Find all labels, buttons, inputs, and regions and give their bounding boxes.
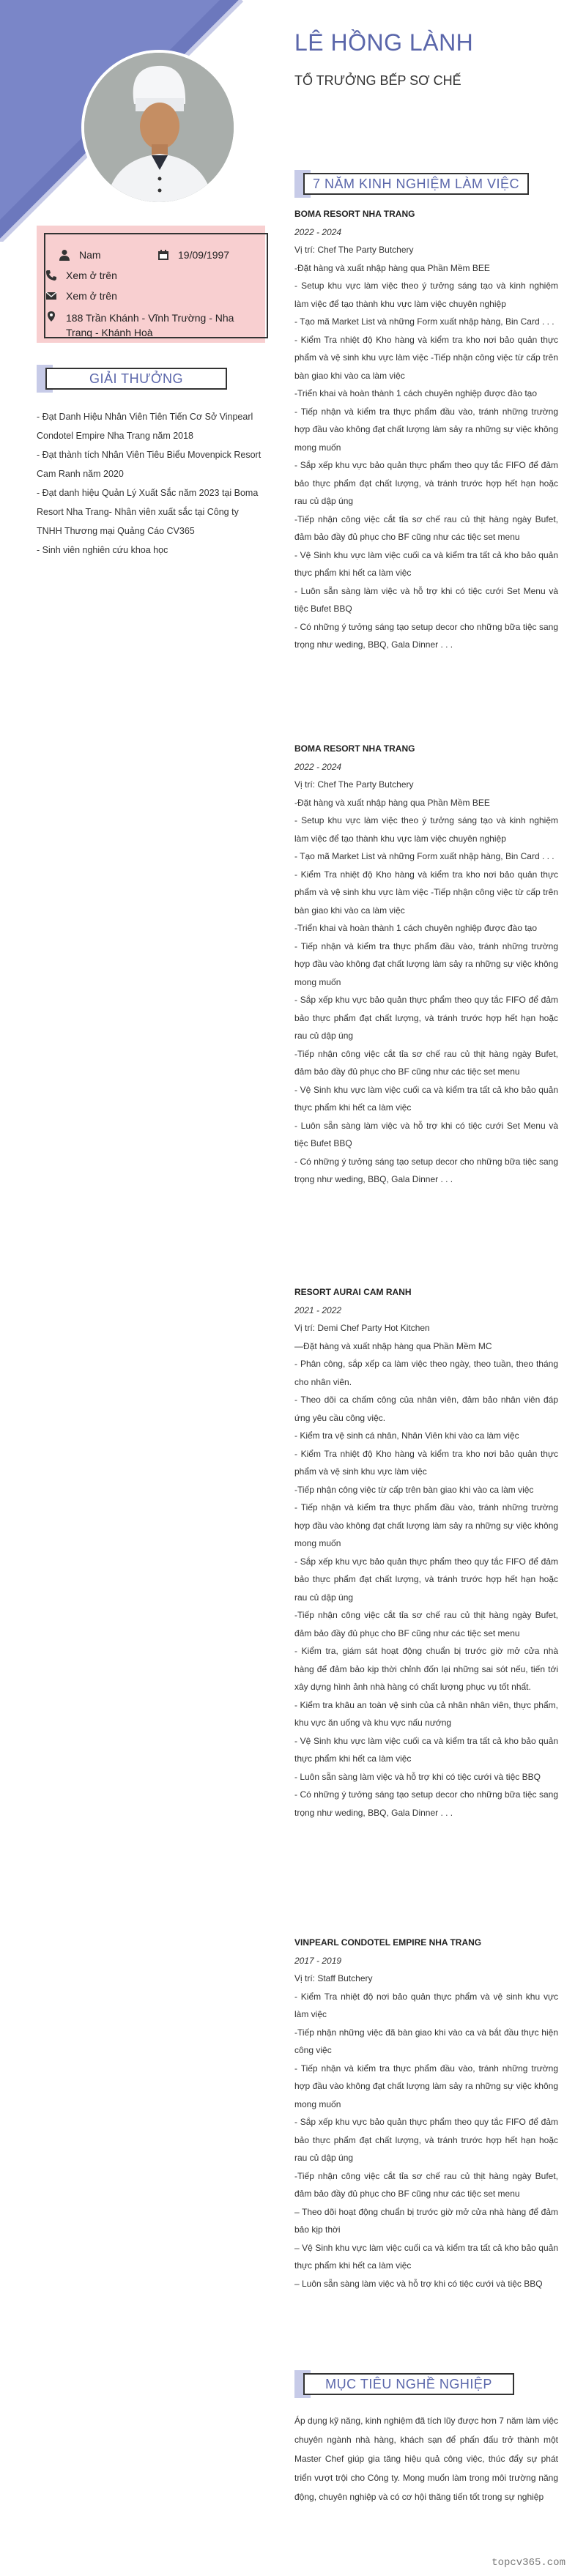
job-duty: -Đặt hàng và xuất nhập hàng qua Phần Mềm BEE (294, 797, 490, 808)
job-company: RESORT AURAI CAM RANH (294, 1287, 412, 1297)
job-duty: -Triển khai và hoàn thành 1 cách chuyên nghiệp được đào tạo (294, 923, 538, 933)
candidate-name: LÊ HỒNG LÀNH (294, 29, 474, 56)
job-duty: - Kiểm Tra nhiệt độ Kho hàng và kiểm tra kho nơi bảo quản thực phẩm và vệ sinh khu vực làm việc -Tiếp nhận công việc từ cấp trên bàn giao khi vào ca làm việc (294, 869, 558, 916)
birthday-value: 19/09/1997 (178, 249, 230, 261)
calendar-icon (157, 249, 169, 261)
job-duty: - Setup khu vực làm việc theo ý tưởng sáng tạo và kinh nghiệm làm việc để tạo thành khu vực làm việc chuyên nghiệp (294, 281, 558, 309)
job-duty: - Kiểm Tra nhiệt độ nơi bảo quản thực phẩm và vệ sinh khu vực làm việc (294, 1991, 558, 2019)
mail-icon (45, 290, 57, 302)
job-duty: -Triển khai và hoàn thành 1 cách chuyên nghiệp được đào tạo (294, 388, 538, 398)
job-duty: - Luôn sẵn sàng làm việc và hỗ trợ khi có tiệc cưới và tiệc BBQ (294, 1771, 541, 1782)
job-duty: - Kiểm tra khâu an toàn vệ sinh của cả nhân nhân viên, thực phẩm, khu vực ăn uống và khu vực nấu nướng (294, 1699, 558, 1728)
job-duty: - Phân công, sắp xếp ca làm việc theo ngày, theo tuần, theo tháng cho nhân viên. (294, 1359, 558, 1387)
job-duty: - Theo dõi ca chấm công của nhân viên, đảm bảo nhân viên đáp ứng yêu cầu công việc. (294, 1395, 558, 1423)
goal-heading-label: MỤC TIÊU NGHỀ NGHIỆP (303, 2373, 514, 2395)
job-duty: - Kiểm tra, giám sát hoạt động chuẩn bị trước giờ mở cửa nhà hàng để đảm bảo kịp thời chỉnh đốn lại những sai sót nếu, tiến tới xây dựng hình ảnh nhà hàng có chất lượng phục vụ tốt nhất. (294, 1646, 558, 1692)
job-duty: - Tiếp nhận và kiểm tra thực phẩm đầu vào, tránh những trường hợp đầu vào không đạt chất lượng làm sảy ra những sự việc không mong muốn (294, 406, 558, 453)
job-duty: - Tạo mã Market List và những Form xuất nhập hàng, Bin Card . . . (294, 316, 555, 327)
job-duty: —Đặt hàng và xuất nhập hàng qua Phần Mềm MC (294, 1340, 492, 1351)
job-duty: - Có những ý tưởng sáng tạo setup decor cho những bữa tiệc sang trọng như weding, BBQ, Gala Dinner . . . (294, 1789, 558, 1818)
job-duty: - Sắp xếp khu vực bảo quản thực phẩm theo quy tắc FIFO để đảm bảo thực phẩm đạt chất lượng, và tránh trước hợp hết hạn hoặc rau củ dập úng (294, 2117, 558, 2163)
email-value: Xem ở trên (66, 290, 117, 302)
job-duty: - Có những ý tưởng sáng tạo setup decor cho những bữa tiệc sang trọng như weding, BBQ, Gala Dinner . . . (294, 621, 558, 650)
job-dates: 2021 - 2022 (294, 1304, 342, 1315)
job-duty: - Setup khu vực làm việc theo ý tưởng sáng tạo và kinh nghiệm làm việc để tạo thành khu vực làm việc chuyên nghiệp (294, 815, 558, 844)
person-icon (59, 249, 70, 261)
award-item: - Đạt Danh Hiệu Nhân Viên Tiên Tiến Cơ Sở Vinpearl Condotel Empire Nha Trang năm 2018 (37, 412, 253, 441)
job-dates: 2017 - 2019 (294, 1955, 342, 1966)
gender-value: Nam (79, 249, 101, 261)
job-company: BOMA RESORT NHA TRANG (294, 209, 415, 219)
contact-birthday (157, 249, 229, 261)
awards-heading (37, 365, 227, 393)
award-item: - Đạt thành tích Nhân Viên Tiêu Biểu Movenpick Resort Cam Ranh năm 2020 (37, 450, 262, 479)
awards-heading-label: GIẢI THƯỞNG (45, 368, 227, 390)
contact-gender (59, 249, 101, 261)
job-duty: -Tiếp nhận công việc cắt tỉa sơ chế rau củ thịt hàng ngày Bufet, đảm bảo đầy đủ phục cho BF cũng như các tiệc set menu (294, 513, 558, 542)
job-duty: - Tiếp nhận và kiểm tra thực phẩm đầu vào, tránh những trường hợp đầu vào không đạt chất lượng làm sảy ra những sự việc không mong muốn (294, 940, 558, 987)
job-position: Vị trí: Staff Butchery (294, 1973, 373, 1983)
job-duty: – Vệ Sinh khu vực làm việc cuối ca và kiểm tra tất cả kho bảo quản thực phẩm khi hết ca làm việc (294, 2242, 558, 2271)
job-duty: - Sắp xếp khu vực bảo quản thực phẩm theo quy tắc FIFO để đảm bảo thực phẩm đạt chất lượng, và tránh trước hợp hết hạn hoặc rau củ dập úng (294, 995, 558, 1041)
job-position: Vị trí: Demi Chef Party Hot Kitchen (294, 1323, 430, 1333)
job-duty: - Vệ Sinh khu vực làm việc cuối ca và kiểm tra tất cả kho bảo quản thực phẩm khi hết ca làm việc (294, 549, 558, 578)
job-duty: - Kiểm Tra nhiệt độ Kho hàng và kiểm tra kho nơi bảo quản thực phẩm và vệ sinh khu vực làm việc -Tiếp nhận công việc từ cấp trên bàn giao khi vào ca làm việc (294, 334, 558, 381)
job-position: Vị trí: Chef The Party Butchery (294, 779, 414, 790)
address-value: 188 Trần Khánh - Vĩnh Trường - Nha Trang - Khánh Hoà (66, 312, 234, 338)
chef-portrait-image (84, 53, 234, 202)
award-item: - Đạt danh hiệu Quản Lý Xuất Sắc năm 2023 tại Boma Resort Nha Trang- Nhân viên xuất sắc tại Công ty TNHH Thương mại Quảng Cáo CV365 (37, 488, 259, 536)
job-duty: -Đặt hàng và xuất nhập hàng qua Phần Mềm BEE (294, 262, 490, 273)
job-duty: -Tiếp nhận những việc đã bàn giao khi vào ca và bắt đầu thực hiện công việc (294, 2027, 558, 2055)
job-duty: -Tiếp nhận công việc từ cấp trên bàn giao khi vào ca làm việc (294, 1484, 534, 1495)
phone-icon (45, 270, 57, 281)
job-dates: 2022 - 2024 (294, 761, 342, 772)
job-company: VINPEARL CONDOTEL EMPIRE NHA TRANG (294, 1937, 482, 1948)
job-entry (294, 1934, 558, 2293)
job-duty: - Vệ Sinh khu vực làm việc cuối ca và kiểm tra tất cả kho bảo quản thực phẩm khi hết ca làm việc (294, 1084, 558, 1113)
job-entry (294, 740, 558, 1189)
job-position: Vị trí: Chef The Party Butchery (294, 245, 414, 255)
experience-heading (294, 170, 529, 198)
job-entry (294, 1283, 558, 1822)
job-company: BOMA RESORT NHA TRANG (294, 743, 415, 754)
watermark: topcv365.com (492, 2557, 565, 2569)
phone-value: Xem ở trên (66, 270, 117, 281)
job-duty: - Luôn sẵn sàng làm việc và hỗ trợ khi có tiệc cưới Set Menu và tiệc Bufet BBQ (294, 585, 558, 614)
job-duty: -Tiếp nhận công việc cắt tỉa sơ chế rau củ thịt hàng ngày Bufet, đảm bảo đầy đủ phục cho BF cũng như các tiệc set menu (294, 1048, 558, 1077)
candidate-title: TỔ TRƯỞNG BẾP SƠ CHẾ (294, 73, 461, 88)
location-pin-icon (45, 311, 57, 322)
awards-list (37, 407, 265, 560)
job-duty: - Sắp xếp khu vực bảo quản thực phẩm theo quy tắc FIFO để đảm bảo thực phẩm đạt chất lượng, và tránh trước hợp hết hạn hoặc rau củ dập úng (294, 1556, 558, 1603)
job-duty: - Kiểm Tra nhiệt độ Kho hàng và kiểm tra kho nơi bảo quản thực phẩm và vệ sinh khu vực làm việc (294, 1448, 558, 1477)
avatar (84, 53, 234, 202)
job-duty: – Theo dõi hoạt động chuẩn bị trước giờ mở cửa nhà hàng để đảm bảo kịp thời (294, 2206, 558, 2235)
job-duty: – Luôn sẵn sàng làm việc và hỗ trợ khi có tiệc cưới và tiệc BBQ (294, 2278, 543, 2289)
job-duty: - Tạo mã Market List và những Form xuất nhập hàng, Bin Card . . . (294, 851, 555, 861)
job-duty: - Tiếp nhận và kiểm tra thực phẩm đầu vào, tránh những trường hợp đầu vào không đạt chất lượng làm sảy ra những sự việc không mong muốn (294, 2063, 558, 2109)
job-dates: 2022 - 2024 (294, 226, 342, 237)
job-duty: - Luôn sẵn sàng làm việc và hỗ trợ khi có tiệc cưới Set Menu và tiệc Bufet BBQ (294, 1120, 558, 1148)
experience-heading-label: 7 NĂM KINH NGHIỆM LÀM VIỆC (303, 173, 529, 195)
job-duty: -Tiếp nhận công việc cắt tỉa sơ chế rau củ thịt hàng ngày Bufet, đảm bảo đầy đủ phục cho BF cũng như các tiệc set menu (294, 2170, 558, 2199)
job-duty: - Tiếp nhận và kiểm tra thực phẩm đầu vào, tránh những trường hợp đầu vào không đạt chất lượng làm sảy ra những sự việc không mong muốn (294, 1502, 558, 1548)
job-entry (294, 205, 558, 654)
job-duty: -Tiếp nhận công việc cắt tỉa sơ chế rau củ thịt hàng ngày Bufet, đảm bảo đầy đủ phục cho BF cũng như các tiệc set menu (294, 1610, 558, 1638)
contact-email[interactable] (45, 290, 117, 302)
contact-address (45, 311, 251, 340)
contact-phone[interactable] (45, 270, 117, 281)
award-item: - Sinh viên nghiên cứu khoa học (37, 545, 168, 555)
job-duty: - Kiểm tra vệ sinh cá nhân, Nhân Viên khi vào ca làm việc (294, 1430, 519, 1441)
goal-heading (294, 2370, 514, 2398)
job-duty: - Có những ý tưởng sáng tạo setup decor cho những bữa tiệc sang trọng như weding, BBQ, Gala Dinner . . . (294, 1156, 558, 1184)
job-duty: - Vệ Sinh khu vực làm việc cuối ca và kiểm tra tất cả kho bảo quản thực phẩm khi hết ca làm việc (294, 1735, 558, 1764)
job-duty: - Sắp xếp khu vực bảo quản thực phẩm theo quy tắc FIFO để đảm bảo thực phẩm đạt chất lượng, và tránh trước hợp hết hạn hoặc rau củ dập úng (294, 460, 558, 506)
goal-text: Áp dụng kỹ năng, kinh nghiệm đã tích lũy được hơn 7 năm làm việc chuyên ngành nhà hàng, khách sạn để phấn đấu trở thành một Master Chef giúp gia tăng hiệu quả công việc, thúc đẩy sự phát triển vượt trội cho Công ty. Mong muốn làm trong môi trường năng động, chuyên nghiệp và có cơ hội thăng tiến tốt trong sự nghiệp (294, 2416, 558, 2502)
